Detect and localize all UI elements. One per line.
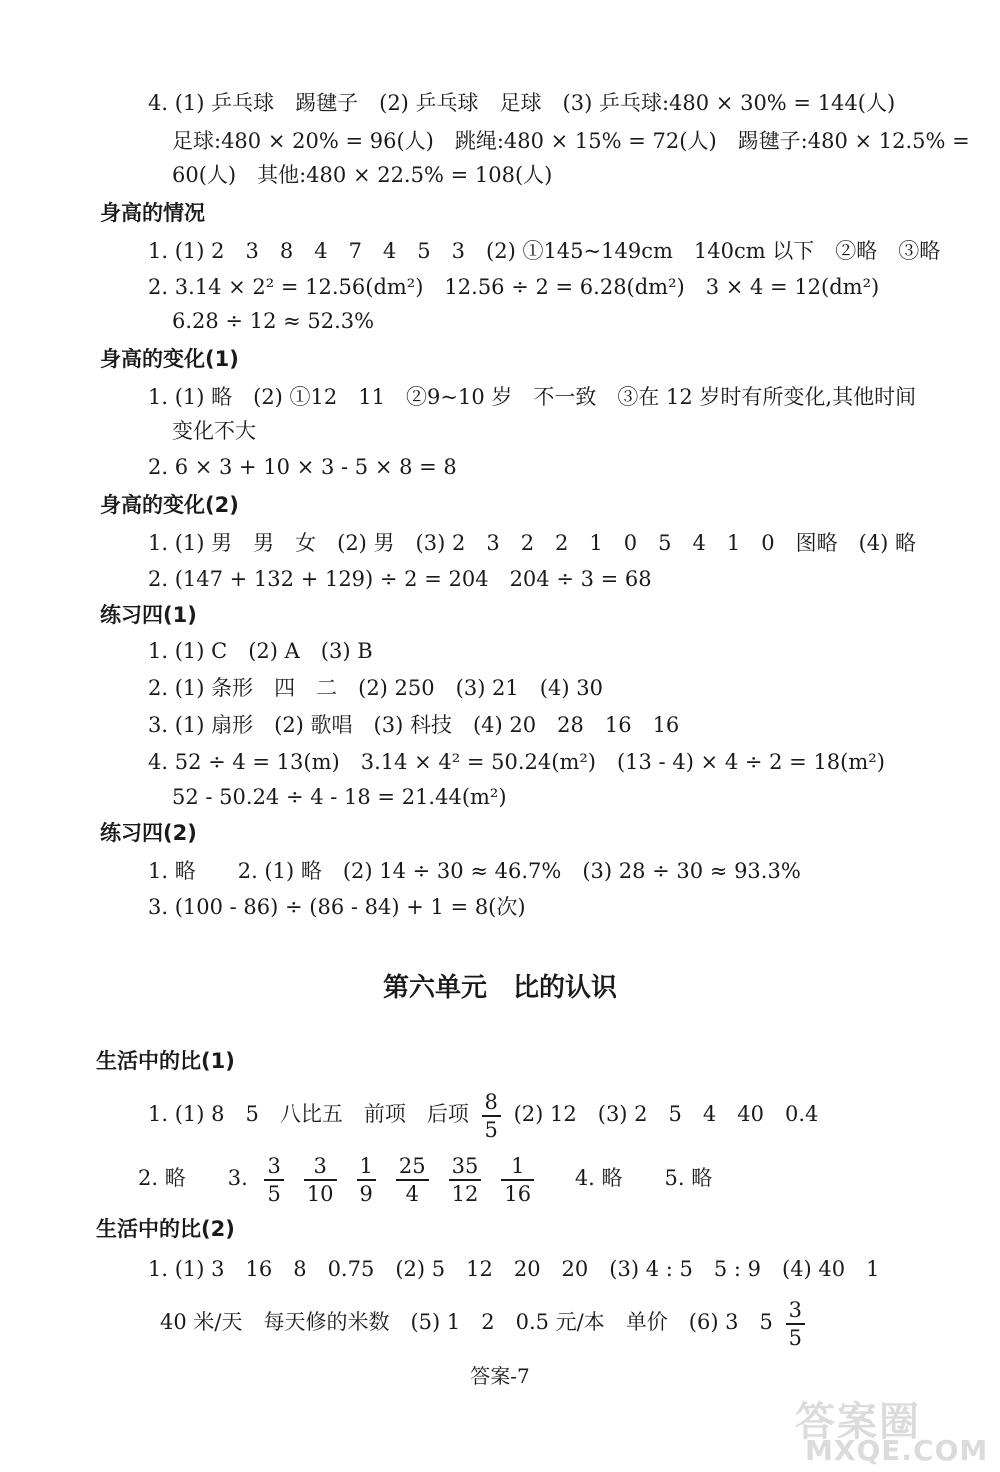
fraction: [304, 1153, 337, 1207]
fraction-denominator: 10: [306, 1181, 334, 1206]
watermark-logo: [795, 1390, 995, 1470]
fraction-denominator: 5: [788, 1325, 802, 1350]
unit-title: 第六单元 比的认识: [382, 973, 617, 1003]
answer-line: 1. (1) C (2) A (3) B: [148, 639, 373, 663]
fraction-denominator: 12: [451, 1181, 479, 1206]
fraction-denominator: 5: [267, 1181, 281, 1206]
answer-line-with-fractions: [138, 1150, 712, 1207]
answer-text: (2) 12 (3) 2 5 4 40 0.4: [513, 1102, 819, 1126]
fraction: [357, 1153, 376, 1207]
answer-text: 1. (1) 8 5 八比五 前项 后项: [148, 1102, 469, 1126]
fraction-numerator: 35: [451, 1153, 479, 1178]
answer-line: 60(人) 其他:480 × 22.5% = 108(人): [172, 163, 553, 187]
fraction-denominator: 9: [359, 1181, 373, 1206]
fraction-numerator: 1: [359, 1153, 373, 1178]
answer-line: 1. (1) 3 16 8 0.75 (2) 5 12 20 20 (3) 4 : 5 5 : 9 (4) 40 1: [148, 1257, 880, 1281]
fraction: [264, 1153, 283, 1207]
section-heading: 练习四(1): [100, 603, 197, 627]
section-heading: 生活中的比(1): [96, 1049, 235, 1073]
answer-line: 变化不大: [172, 419, 256, 443]
answer-line: 1. 略 2. (1) 略 (2) 14 ÷ 30 ≈ 46.7% (3) 28 ÷ 30 ≈ 93.3%: [148, 859, 801, 883]
section-heading: 练习四(2): [100, 821, 197, 845]
answer-line: 2. (147 + 132 + 129) ÷ 2 = 204 204 ÷ 3 = 68: [148, 567, 652, 591]
fraction-denominator: 5: [484, 1117, 498, 1142]
fraction: [786, 1297, 805, 1351]
answer-line: 足球:480 × 20% = 96(人) 跳绳:480 × 15% = 72(人) 踢毽子:480 × 12.5% =: [172, 129, 970, 153]
fraction: [449, 1153, 482, 1207]
section-heading: 身高的变化(1): [100, 347, 239, 371]
section-heading: 身高的变化(2): [100, 493, 239, 517]
fraction-numerator: 3: [313, 1153, 327, 1178]
answer-line: 52 - 50.24 ÷ 4 - 18 = 21.44(m²): [172, 785, 507, 809]
fraction-numerator: 1: [511, 1153, 525, 1178]
fraction: [501, 1153, 534, 1207]
answer-line: 1. (1) 男 男 女 (2) 男 (3) 2 3 2 2 1 0 5 4 1 0 图略 (4) 略: [148, 531, 917, 555]
answer-line: 6.28 ÷ 12 ≈ 52.3%: [172, 309, 375, 333]
fraction-row: [254, 1153, 544, 1206]
fraction-numerator: 3: [788, 1297, 802, 1322]
answer-line: 2. 3.14 × 2² = 12.56(dm²) 12.56 ÷ 2 = 6.28(dm²) 3 × 4 = 12(dm²): [148, 275, 880, 299]
watermark-text: 答案圈: [795, 1399, 921, 1445]
watermark-url: MXQE.COM: [805, 1434, 989, 1467]
fraction-denominator: 16: [504, 1181, 532, 1206]
fraction-denominator: 4: [405, 1181, 419, 1206]
answer-line: 2. (1) 条形 四 二 (2) 250 (3) 21 (4) 30: [148, 676, 603, 700]
answer-line: 4. 52 ÷ 4 = 13(m) 3.14 × 4² = 50.24(m²) (13 - 4) × 4 ÷ 2 = 18(m²): [148, 750, 885, 774]
answer-text: 40 米/天 每天修的米数 (5) 1 2 0.5 元/本 单价 (6) 3 5: [160, 1310, 773, 1334]
answer-line-with-fraction: [148, 1086, 818, 1143]
fraction-numerator: 25: [398, 1153, 426, 1178]
fraction: [482, 1089, 501, 1143]
section-heading: 身高的情况: [100, 201, 205, 225]
fraction-numerator: 8: [484, 1089, 498, 1114]
answer-text: 2. 略 3.: [138, 1166, 248, 1190]
answer-line: 4. (1) 乒乓球 踢毽子 (2) 乒乓球 足球 (3) 乒乓球:480 × 30% = 144(人): [148, 91, 896, 115]
answer-line: 2. 6 × 3 + 10 × 3 - 5 × 8 = 8: [148, 455, 457, 479]
page-number: 答案-7: [470, 1364, 530, 1388]
answer-text: 4. 略 5. 略: [574, 1166, 713, 1190]
answer-line: 3. (100 - 86) ÷ (86 - 84) + 1 = 8(次): [148, 895, 526, 919]
answer-line: 1. (1) 略 (2) ①12 11 ②9~10 岁 不一致 ③在 12 岁时有所变化,其他时间: [148, 385, 917, 409]
section-heading: 生活中的比(2): [96, 1217, 235, 1241]
answer-line: 3. (1) 扇形 (2) 歌唱 (3) 科技 (4) 20 28 16 16: [148, 713, 680, 737]
answer-line-with-fraction: [160, 1294, 811, 1351]
fraction-numerator: 3: [267, 1153, 281, 1178]
fraction: [396, 1153, 429, 1207]
answer-line: 1. (1) 2 3 8 4 7 4 5 3 (2) ①145~149cm 140cm 以下 ②略 ③略: [148, 239, 941, 263]
